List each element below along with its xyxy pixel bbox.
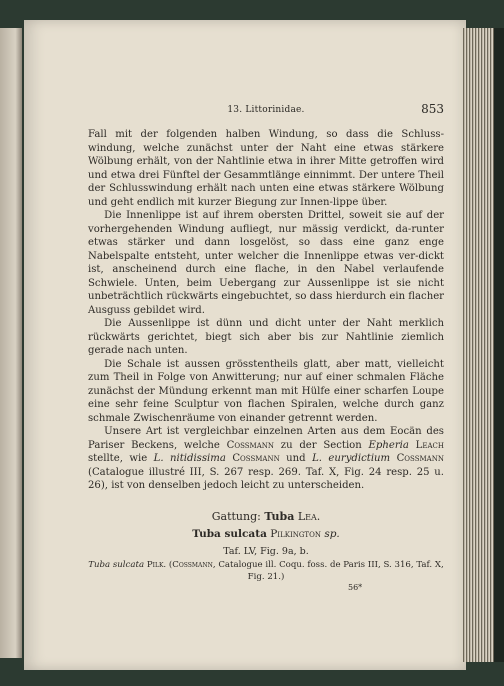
running-title: 13. Littorinidae. — [227, 105, 305, 115]
page-number: 853 — [421, 102, 444, 116]
text-run: ( — [166, 560, 173, 570]
synonymy-entry — [88, 560, 444, 583]
text-run: (Catalogue illustré III, S. 267 resp. 269. Taf. X, Fig. 24 resp. 25 u. 26), ist von denselben jedoch leicht zu unterscheiden. — [88, 466, 444, 491]
facing-page-edge — [0, 28, 22, 658]
paragraph: Die Aussenlippe ist dünn und dicht unter der Naht merklich rückwärts gerichtet, biegt sich aber bis zur Nahtlinie ziemlich gerade nach unten. — [88, 318, 444, 356]
taxon-name: Epheria — [368, 439, 409, 451]
running-header — [88, 102, 444, 118]
genus-author: Lea. — [297, 510, 321, 523]
genus-heading — [88, 510, 444, 523]
synonym-author: Pilk. — [146, 560, 167, 570]
signature-mark: 56* — [348, 583, 363, 592]
plate-reference: Taf. LV, Fig. 9a, b. — [223, 546, 309, 557]
author-name: Cossmann — [226, 439, 275, 451]
species-name: Tuba sulcata — [192, 528, 267, 540]
genus-prefix: Gattung: — [211, 510, 265, 523]
species-suffix: sp. — [324, 528, 340, 540]
genus-name: Tuba — [264, 510, 295, 523]
author-name: Cossmann — [172, 560, 213, 570]
paragraph: Die Innenlippe ist auf ihrem obersten Drittel, soweit sie auf der vorhergehenden Windung aufliegt, nur mässig verdickt, da-runter etwas stärker und dann losgelöst, so dass eine ganz enge Nabelspalte entsteht, unter welcher die Innenlippe etwas ver-dickt ist, anscheinend durch eine flache, in den Nabel verlaufende Schwiele. Unten, beim Uebergang zur Aussenlippe ist sie nicht unbeträchtlich rückwärts eingebuchtet, so dass hierdurch ein flacher Ausguss gebildet wird. — [88, 210, 444, 316]
paragraph: Die Schale ist aussen grösstentheils glatt, aber matt, vielleicht zum Theil in Folge von Anwitterung; nur auf einer schmalen Fläche zunächst der Mündung erkennt man mit Hülfe einer scharfen Loupe eine sehr feine Sculptur von flachen Spiralen, welche durch ganz schmale Zwischenräume von einander getrennt werden. — [88, 358, 444, 424]
species-heading — [88, 528, 444, 540]
author-name: Leach — [415, 439, 444, 451]
page-stack-edges — [462, 28, 494, 662]
synonym-name: Tuba sulcata — [88, 560, 145, 570]
author-name: Cossmann — [396, 453, 444, 464]
taxon-name: L. eurydictium — [312, 453, 391, 464]
text-run: Unsere Art ist vergleichbar einzelnen Arten aus dem Eocän des Pariser Beckens, welche — [88, 426, 444, 451]
taxon-name: L. nitidissima — [153, 453, 226, 464]
text-run: zu der Section — [274, 439, 369, 451]
page-stack-shadow — [494, 28, 504, 662]
text-run: stellte, wie — [88, 453, 154, 464]
paragraph-comparison — [88, 425, 444, 493]
paragraph: Fall mit der folgenden halben Windung, so dass die Schluss-windung, welche zunächst unter der Naht eine etwas stärkere Wölbung erhält, von der Nahtlinie etwa in ihrer Mitte getroffen wird und etwa drei Fünftel der Gesammtlänge einnimmt. Der untere Theil der Schlusswindung erhält nach unten eine etwas stärkere Wölbung und geht endlich mit kurzer Biegung zur Innen-lippe über. — [88, 129, 444, 208]
author-name: Cossmann — [232, 453, 280, 464]
species-author: Pilkington — [270, 528, 321, 540]
synonym-reference: , Catalogue ill. Coqu. foss. de Paris III, S. 316, Taf. X, Fig. 21.) — [212, 560, 444, 582]
body-text — [88, 128, 444, 493]
text-run: und — [279, 453, 313, 464]
